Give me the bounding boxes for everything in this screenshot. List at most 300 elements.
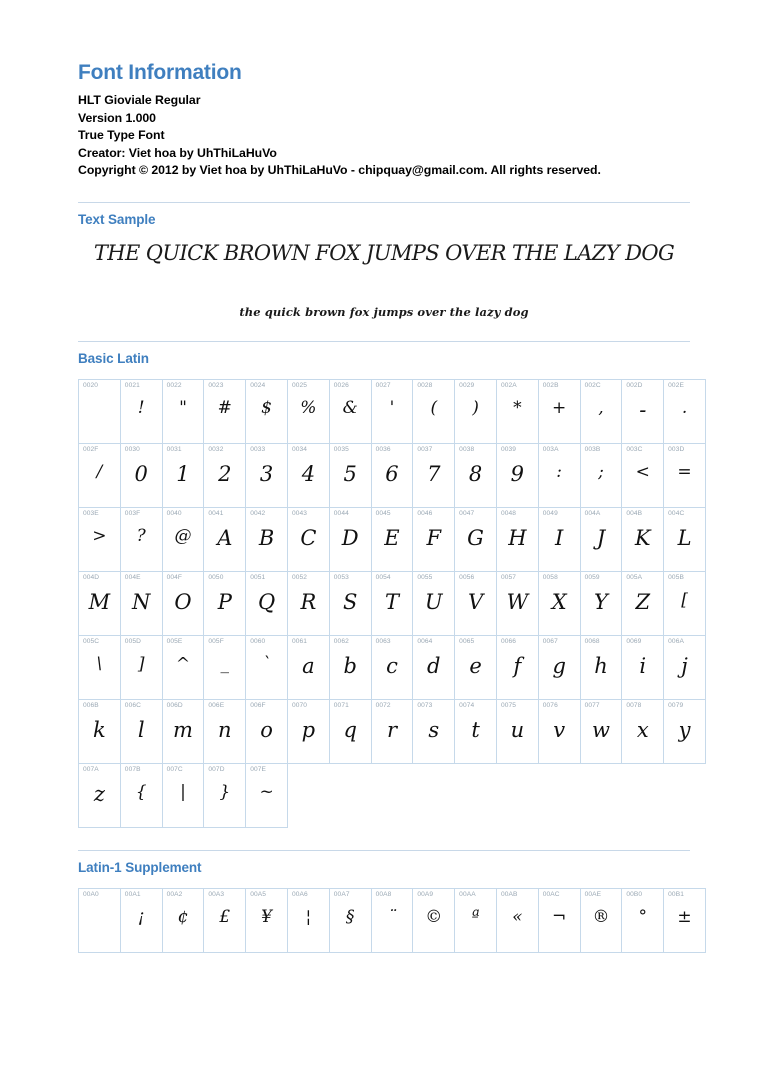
glyph-cell[interactable] (622, 507, 664, 571)
glyph-codepoint: 0053 (333, 573, 349, 581)
glyph-cell[interactable] (538, 888, 580, 952)
glyph-cell[interactable] (79, 507, 121, 571)
glyph-cell[interactable] (120, 635, 162, 699)
glyph-character: 1 (176, 461, 190, 486)
glyph-character: J (596, 525, 606, 550)
glyph-codepoint: 00B0 (626, 890, 643, 898)
glyph-codepoint: 0045 (375, 509, 391, 517)
glyph-cell[interactable] (162, 571, 204, 635)
glyph-character: ¦ (305, 906, 312, 927)
glyph-codepoint: 0078 (626, 701, 642, 709)
glyph-cell[interactable] (246, 379, 288, 443)
glyph-cell[interactable] (120, 699, 162, 763)
glyph-row (79, 571, 706, 635)
glyph-cell-inner (372, 700, 413, 763)
glyph-cell-inner (163, 889, 204, 952)
glyph-cell[interactable] (246, 571, 288, 635)
glyph-cell-inner (413, 444, 454, 507)
glyph-cell[interactable] (455, 699, 497, 763)
glyph-cell[interactable] (246, 888, 288, 952)
glyph-cell[interactable] (496, 443, 538, 507)
glyph-cell-inner (664, 380, 705, 443)
glyph-cell-inner (455, 636, 496, 699)
glyph-codepoint: 004C (668, 509, 685, 517)
glyph-codepoint: 0030 (124, 445, 140, 453)
glyph-cell[interactable] (622, 443, 664, 507)
glyph-character: h (594, 653, 608, 678)
glyph-codepoint: 0076 (542, 701, 558, 709)
glyph-cell[interactable] (455, 443, 497, 507)
glyph-cell[interactable] (204, 571, 246, 635)
glyph-cell-inner (455, 444, 496, 507)
glyph-cell-inner (413, 572, 454, 635)
glyph-cell[interactable] (246, 507, 288, 571)
glyph-cell-inner (372, 889, 413, 952)
glyph-cell[interactable] (413, 635, 455, 699)
glyph-cell-inner (622, 508, 663, 571)
section-title-latin-1-supplement: Latin-1 Supplement (78, 859, 202, 875)
glyph-cell[interactable] (79, 379, 121, 443)
glyph-cell[interactable] (455, 635, 497, 699)
glyph-character: ; (598, 461, 604, 482)
glyph-character: T (384, 589, 399, 614)
glyph-cell-inner (497, 444, 538, 507)
glyph-character: « (512, 906, 523, 927)
glyph-character: t (471, 717, 480, 742)
section-divider (78, 202, 690, 203)
glyph-cell[interactable] (120, 379, 162, 443)
glyph-codepoint: 002F (83, 445, 99, 453)
glyph-codepoint: 0069 (626, 637, 642, 645)
glyph-cell[interactable] (246, 443, 288, 507)
glyph-cell[interactable] (287, 635, 329, 699)
glyph-cell-inner (455, 572, 496, 635)
glyph-cell[interactable] (580, 635, 622, 699)
glyph-codepoint: 0050 (208, 573, 224, 581)
glyph-cell-inner (581, 444, 622, 507)
glyph-cell[interactable] (413, 379, 455, 443)
glyph-cell[interactable] (79, 635, 121, 699)
glyph-cell-inner (288, 700, 329, 763)
section-basic-latin (78, 341, 690, 828)
glyph-cell-inner (79, 636, 120, 699)
section-text-sample (78, 202, 690, 319)
glyph-character: C (300, 525, 317, 550)
glyph-cell-inner (246, 700, 287, 763)
glyph-cell[interactable] (580, 571, 622, 635)
glyph-cell-inner (664, 889, 705, 952)
glyph-codepoint: 002C (584, 381, 601, 389)
glyph-cell-inner (539, 572, 580, 635)
glyph-table-body (79, 379, 706, 827)
glyph-cell[interactable] (664, 635, 706, 699)
glyph-character: = (677, 461, 692, 482)
glyph-cell[interactable] (246, 699, 288, 763)
glyph-codepoint: 0035 (333, 445, 349, 453)
glyph-cell[interactable] (329, 888, 371, 952)
glyph-character: w (591, 717, 610, 742)
glyph-character: n (218, 717, 232, 742)
glyph-cell[interactable] (538, 379, 580, 443)
glyph-character: - (639, 397, 647, 422)
glyph-character: k (93, 717, 106, 742)
glyph-cell-inner (664, 636, 705, 699)
glyph-cell-inner (121, 764, 162, 827)
glyph-cell[interactable] (622, 635, 664, 699)
glyph-cell-empty (496, 763, 538, 827)
glyph-codepoint: 0054 (375, 573, 391, 581)
glyph-codepoint: 0038 (459, 445, 475, 453)
glyph-character: L (677, 525, 692, 550)
glyph-cell[interactable] (455, 379, 497, 443)
glyph-cell[interactable] (329, 635, 371, 699)
glyph-character: 7 (427, 461, 441, 486)
glyph-codepoint: 002E (668, 381, 684, 389)
glyph-character: D (341, 525, 359, 550)
glyph-character: _ (220, 653, 230, 674)
glyph-cell[interactable] (538, 443, 580, 507)
glyph-codepoint: 0049 (542, 509, 558, 517)
glyph-codepoint: 0063 (375, 637, 391, 645)
glyph-cell-inner (372, 380, 413, 443)
glyph-cell[interactable] (287, 571, 329, 635)
glyph-cell-inner (163, 636, 204, 699)
glyph-cell-inner (330, 700, 371, 763)
glyph-cell[interactable] (622, 699, 664, 763)
glyph-codepoint: 004A (584, 509, 601, 517)
glyph-codepoint: 0051 (250, 573, 266, 581)
glyph-character: , (598, 397, 604, 418)
section-divider (78, 341, 690, 342)
glyph-cell[interactable] (580, 443, 622, 507)
font-copyright: Copyright © 2012 by Viet hoa by UhThiLaHuVo - chipquay@gmail.com. All rights reserved. (78, 163, 601, 178)
glyph-codepoint: 0073 (417, 701, 433, 709)
glyph-character: 3 (259, 461, 274, 486)
glyph-cell[interactable] (496, 699, 538, 763)
glyph-cell-inner (204, 444, 245, 507)
glyph-cell[interactable] (204, 379, 246, 443)
glyph-cell-inner (204, 700, 245, 763)
glyph-cell[interactable] (120, 571, 162, 635)
glyph-character: E (384, 525, 400, 550)
glyph-cell[interactable] (204, 635, 246, 699)
glyph-cell[interactable] (538, 507, 580, 571)
font-name: HLT Gioviale Regular (78, 93, 201, 108)
glyph-codepoint: 004B (626, 509, 643, 517)
glyph-cell-inner (413, 700, 454, 763)
glyph-cell[interactable] (496, 379, 538, 443)
glyph-cell[interactable] (538, 635, 580, 699)
font-creator: Creator: Viet hoa by UhThiLaHuVo (78, 145, 277, 160)
glyph-cell[interactable] (496, 571, 538, 635)
glyph-codepoint: 003B (584, 445, 601, 453)
glyph-character: > (92, 525, 107, 546)
glyph-cell[interactable] (455, 888, 497, 952)
glyph-cell-inner (79, 889, 120, 952)
glyph-cell[interactable] (162, 888, 204, 952)
glyph-cell[interactable] (664, 443, 706, 507)
section-title-text-sample: Text Sample (78, 211, 156, 227)
glyph-character: ª (471, 906, 480, 927)
glyph-codepoint: 0062 (333, 637, 349, 645)
glyph-cell-inner (413, 508, 454, 571)
glyph-cell[interactable] (120, 888, 162, 952)
glyph-cell[interactable] (329, 571, 371, 635)
glyph-cell[interactable] (664, 507, 706, 571)
glyph-cell[interactable] (204, 763, 246, 827)
glyph-cell-inner (581, 380, 622, 443)
glyph-codepoint: 007D (208, 765, 225, 773)
glyph-cell[interactable] (329, 699, 371, 763)
glyph-cell[interactable] (287, 699, 329, 763)
glyph-cell[interactable] (371, 635, 413, 699)
glyph-cell-inner (539, 636, 580, 699)
glyph-cell[interactable] (120, 507, 162, 571)
glyph-cell-inner (79, 700, 120, 763)
glyph-cell[interactable] (371, 443, 413, 507)
glyph-cell-inner (288, 508, 329, 571)
glyph-cell-inner (163, 572, 204, 635)
glyph-cell[interactable] (120, 763, 162, 827)
glyph-cell-empty (371, 763, 413, 827)
glyph-cell[interactable] (287, 888, 329, 952)
glyph-cell[interactable] (287, 443, 329, 507)
glyph-codepoint: 0074 (459, 701, 475, 709)
glyph-character: o (260, 717, 273, 742)
glyph-cell-inner (372, 444, 413, 507)
glyph-cell[interactable] (371, 699, 413, 763)
glyph-cell-inner (121, 508, 162, 571)
glyph-cell[interactable] (329, 443, 371, 507)
glyph-cell-inner (372, 572, 413, 635)
glyph-cell[interactable] (664, 699, 706, 763)
glyph-cell[interactable] (79, 699, 121, 763)
glyph-cell[interactable] (204, 507, 246, 571)
glyph-cell-inner (622, 700, 663, 763)
glyph-codepoint: 0072 (375, 701, 391, 709)
glyph-character: b (343, 653, 357, 678)
glyph-codepoint: 002A (500, 381, 517, 389)
glyph-character: ¡ (137, 906, 145, 927)
glyph-row (79, 443, 706, 507)
glyph-character (79, 400, 120, 428)
glyph-character: ¬ (552, 906, 567, 927)
glyph-character: 2 (218, 461, 232, 486)
text-sample-block (78, 227, 690, 319)
glyph-cell[interactable] (664, 571, 706, 635)
glyph-cell[interactable] (162, 507, 204, 571)
glyph-codepoint: 0070 (291, 701, 308, 709)
glyph-codepoint: 003E (83, 509, 99, 517)
glyph-character: P (217, 589, 232, 614)
glyph-character: d (427, 653, 441, 678)
glyph-codepoint: 0043 (291, 509, 308, 517)
glyph-cell-inner (539, 444, 580, 507)
glyph-codepoint: 0031 (166, 445, 182, 453)
glyph-cell[interactable] (580, 507, 622, 571)
glyph-character: £ (219, 906, 231, 927)
glyph-character: z (93, 781, 105, 806)
glyph-character: v (553, 717, 566, 742)
glyph-cell[interactable] (371, 379, 413, 443)
glyph-codepoint: 003D (668, 445, 685, 453)
glyph-cell-inner (455, 700, 496, 763)
glyph-character: ^ (175, 653, 191, 674)
glyph-cell[interactable] (580, 888, 622, 952)
glyph-character: : (556, 461, 563, 482)
glyph-cell[interactable] (246, 635, 288, 699)
glyph-cell[interactable] (162, 443, 204, 507)
glyph-cell[interactable] (622, 379, 664, 443)
glyph-codepoint: 0047 (459, 509, 475, 517)
glyph-row (79, 379, 706, 443)
glyph-table-body (79, 888, 706, 952)
glyph-cell-inner (497, 508, 538, 571)
glyph-cell[interactable] (496, 635, 538, 699)
glyph-codepoint: 0079 (668, 701, 684, 709)
glyph-character: / (96, 461, 103, 482)
glyph-character: ± (677, 906, 692, 927)
glyph-codepoint: 00A9 (417, 890, 434, 898)
glyph-cell[interactable] (580, 699, 622, 763)
glyph-cell[interactable] (664, 379, 706, 443)
glyph-character: ¢ (177, 906, 189, 927)
glyph-cell-inner (413, 889, 454, 952)
glyph-cell-inner (581, 700, 622, 763)
glyph-cell[interactable] (580, 379, 622, 443)
glyph-codepoint: 0039 (500, 445, 517, 453)
glyph-cell-inner (664, 700, 705, 763)
glyph-cell[interactable] (622, 888, 664, 952)
glyph-character: S (342, 589, 358, 614)
glyph-codepoint: 005C (83, 637, 100, 645)
glyph-cell-inner (497, 700, 538, 763)
glyph-cell[interactable] (329, 507, 371, 571)
glyph-cell[interactable] (162, 763, 204, 827)
glyph-cell-inner (246, 636, 287, 699)
glyph-character: § (345, 906, 355, 927)
font-info-header (78, 0, 690, 180)
glyph-cell[interactable] (329, 379, 371, 443)
glyph-codepoint: 006B (83, 701, 99, 709)
glyph-cell-inner (204, 572, 245, 635)
glyph-character: X (551, 589, 567, 614)
glyph-cell[interactable] (204, 888, 246, 952)
glyph-cell[interactable] (622, 571, 664, 635)
glyph-cell-inner (204, 508, 245, 571)
glyph-character: @ (174, 525, 192, 546)
glyph-cell[interactable] (79, 571, 121, 635)
glyph-codepoint: 006C (124, 701, 141, 709)
glyph-cell-inner (622, 380, 663, 443)
glyph-cell[interactable] (79, 763, 121, 827)
glyph-cell[interactable] (246, 763, 288, 827)
glyph-cell[interactable] (496, 507, 538, 571)
glyph-cell[interactable] (120, 443, 162, 507)
glyph-cell[interactable] (538, 571, 580, 635)
glyph-cell[interactable] (413, 507, 455, 571)
glyph-codepoint: 00AC (542, 890, 560, 898)
glyph-codepoint: 0037 (417, 445, 433, 453)
glyph-cell-inner (581, 889, 622, 952)
glyph-cell[interactable] (455, 571, 497, 635)
glyph-cell-inner (288, 636, 329, 699)
glyph-cell[interactable] (79, 888, 121, 952)
sample-lowercase-pangram: the quick brown fox jumps over the lazy dog (239, 304, 529, 319)
glyph-codepoint: 002D (626, 381, 643, 389)
glyph-codepoint: 0058 (542, 573, 558, 581)
glyph-character: $ (261, 397, 272, 418)
glyph-character: M (88, 589, 111, 614)
glyph-character: G (467, 525, 484, 550)
glyph-character: B (258, 525, 275, 550)
glyph-character: O (174, 589, 192, 614)
glyph-cell[interactable] (538, 699, 580, 763)
glyph-cell-inner (246, 444, 287, 507)
glyph-codepoint: 0060 (250, 637, 266, 645)
glyph-character: ¨ (387, 906, 397, 927)
glyph-character: ! (137, 397, 145, 418)
glyph-cell-inner (79, 764, 120, 827)
glyph-cell[interactable] (204, 699, 246, 763)
glyph-codepoint: 00A2 (166, 890, 183, 898)
glyph-cell-inner (288, 380, 329, 443)
glyph-cell[interactable] (664, 888, 706, 952)
glyph-character: * (513, 397, 522, 418)
glyph-cell[interactable] (413, 699, 455, 763)
glyph-cell[interactable] (455, 507, 497, 571)
glyph-character: { (135, 781, 147, 802)
sample-uppercase-pangram: THE QUICK BROWN FOX JUMPS OVER THE LAZY DOG (93, 240, 675, 265)
glyph-cell-inner (581, 508, 622, 571)
glyph-codepoint: 003A (542, 445, 559, 453)
glyph-codepoint: 0032 (208, 445, 224, 453)
glyph-cell-inner (163, 764, 204, 827)
glyph-cell[interactable] (413, 571, 455, 635)
font-metadata-list (78, 92, 690, 180)
glyph-codepoint: 0023 (208, 381, 224, 389)
glyph-cell[interactable] (371, 888, 413, 952)
glyph-codepoint: 0022 (166, 381, 182, 389)
glyph-cell-inner (288, 572, 329, 635)
glyph-character: r (386, 717, 397, 742)
glyph-cell[interactable] (371, 507, 413, 571)
glyph-codepoint: 00A1 (124, 890, 141, 898)
glyph-character: ) (472, 397, 479, 418)
glyph-codepoint: 0024 (250, 381, 266, 389)
glyph-cell[interactable] (496, 888, 538, 952)
glyph-codepoint: 0025 (291, 381, 308, 389)
glyph-cell[interactable] (204, 443, 246, 507)
glyph-cell-inner (79, 444, 120, 507)
glyph-cell[interactable] (413, 443, 455, 507)
glyph-cell[interactable] (162, 699, 204, 763)
glyph-codepoint: 00AB (500, 890, 518, 898)
glyph-character: V (467, 589, 484, 614)
glyph-cell[interactable] (287, 379, 329, 443)
glyph-codepoint: 0020 (83, 381, 99, 389)
glyph-cell[interactable] (162, 379, 204, 443)
glyph-cell-inner (246, 889, 287, 952)
glyph-cell[interactable] (413, 888, 455, 952)
glyph-cell[interactable] (162, 635, 204, 699)
glyph-character: } (219, 781, 231, 802)
glyph-cell[interactable] (79, 443, 121, 507)
glyph-cell[interactable] (287, 507, 329, 571)
glyph-cell-inner (163, 380, 204, 443)
glyph-cell[interactable] (371, 571, 413, 635)
glyph-codepoint: 005F (208, 637, 224, 645)
